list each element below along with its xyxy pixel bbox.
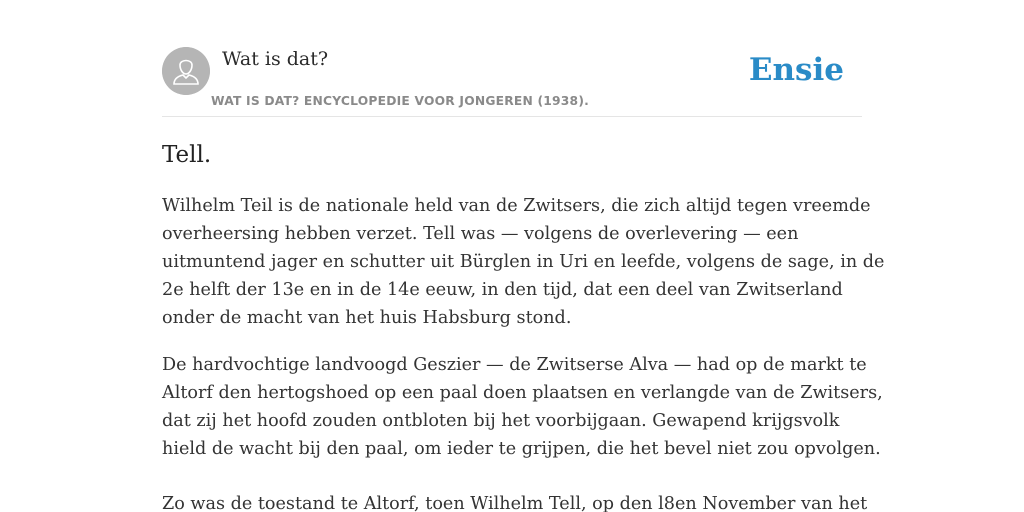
paragraph-line: dat zij het hoofd zouden ontbloten bij het voorbijgaan. Gewapend krijgsvolk [162,411,840,431]
paragraph-line: Wilhelm Teil is de nationale held van de Zwitsers, die zich altijd tegen vreemde [162,196,871,216]
paragraph-line: De hardvochtige landvoogd Geszier — de Zwitserse Alva — had op de markt te [162,355,867,375]
paragraph-line: Zo was de toestand te Altorf, toen Wilhelm Tell, op den l8en November van het [162,494,868,512]
paragraph-line: uitmuntend jager en schutter uit Bürglen in Uri en leefde, volgens de sage, in de [162,252,885,272]
article-container [162,0,885,512]
user-silhouette-icon[interactable] [162,47,210,95]
brand-logo-link[interactable]: Ensie [748,52,844,88]
site-name-link[interactable]: Wat is dat? [222,48,329,70]
entry-header [162,0,862,117]
paragraph-1 [162,192,885,332]
source-label: WAT IS DAT? ENCYCLOPEDIE VOOR JONGEREN (1938). [211,94,590,108]
paragraph-line: 2e helft der 13e en in de 14e eeuw, in den tijd, dat een deel van Zwitserland [162,280,843,300]
paragraph-2 [162,351,883,463]
paragraph-line: onder de macht van het huis Habsburg stond. [162,308,572,328]
paragraph-line: hield de wacht bij den paal, om ieder te grijpen, die het bevel niet zou opvolgen. [162,439,881,459]
entry-title: Tell. [162,142,212,168]
paragraph-line: Altorf den hertogshoed op een paal doen plaatsen en verlangde van de Zwitsers, [162,383,883,403]
paragraph-3 [162,490,868,512]
paragraph-line: overheersing hebben verzet. Tell was — volgens de overlevering — een [162,224,799,244]
